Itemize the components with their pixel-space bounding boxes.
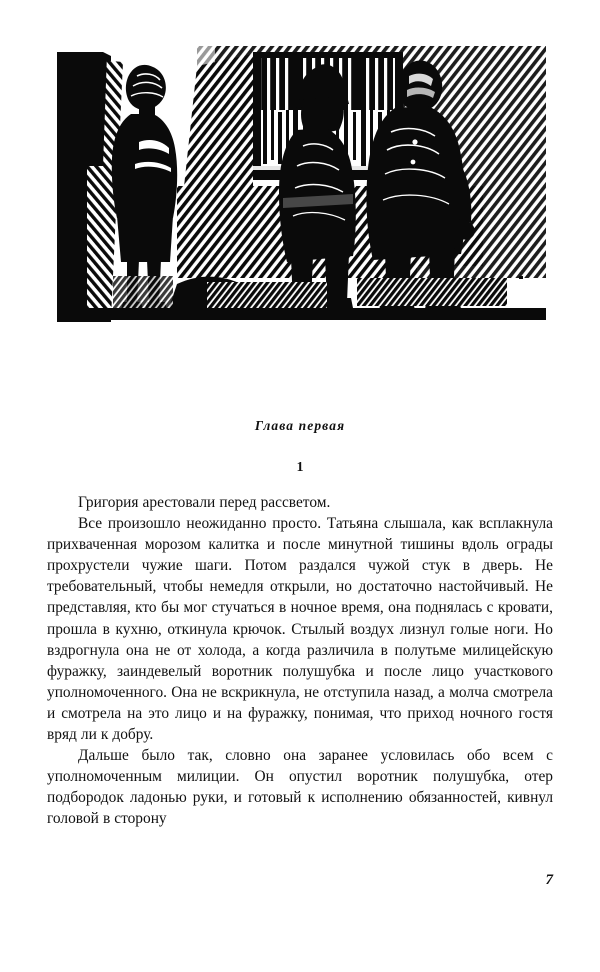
chapter-illustration (57, 46, 546, 327)
paragraph-1: Григория арестовали перед рассветом. (78, 494, 331, 511)
page-text-block (47, 408, 553, 830)
page-number: 7 (545, 872, 553, 888)
paragraph-3: Дальше было так, словно она заранее условилась обо всем с уполномоченным милиции. Он опустил воротник полушубка, отер подбородок ладонью руки, и готовый к исполнению обязанностей, кивнул головой в сторону (47, 747, 553, 828)
woodcut-illustration-svg (57, 46, 546, 327)
section-number: 1 (296, 460, 304, 475)
chapter-heading: Глава первая (254, 418, 346, 433)
paragraph-2: Все произошло неожиданно просто. Татьяна слышала, как всплакнула прихваченная морозом калитка и после минутной тишины вдоль ограды прохрустели чужие шаги. Потом раздался чужой стук в дверь. Не требовательный, чтобы немедля открыли, но достаточно настойчивый. Не представляя, кто бы мог стучаться в ночное время, она поднялась с кровати, прошла в кухню, откинула крючок. Стылый воздух лизнул голые ноги. Но вздрогнула она не от холода, а когда различила в полутьме милицейскую фуражку, заиндевелый воротник полушубка и после лицо участкового уполномоченного. Она не вскрикнула, не отступила назад, а молча смотрела и смотрела на это лицо и на фуражку, понимая, что приход ночного гостя вряд ли к добру. (47, 515, 553, 744)
